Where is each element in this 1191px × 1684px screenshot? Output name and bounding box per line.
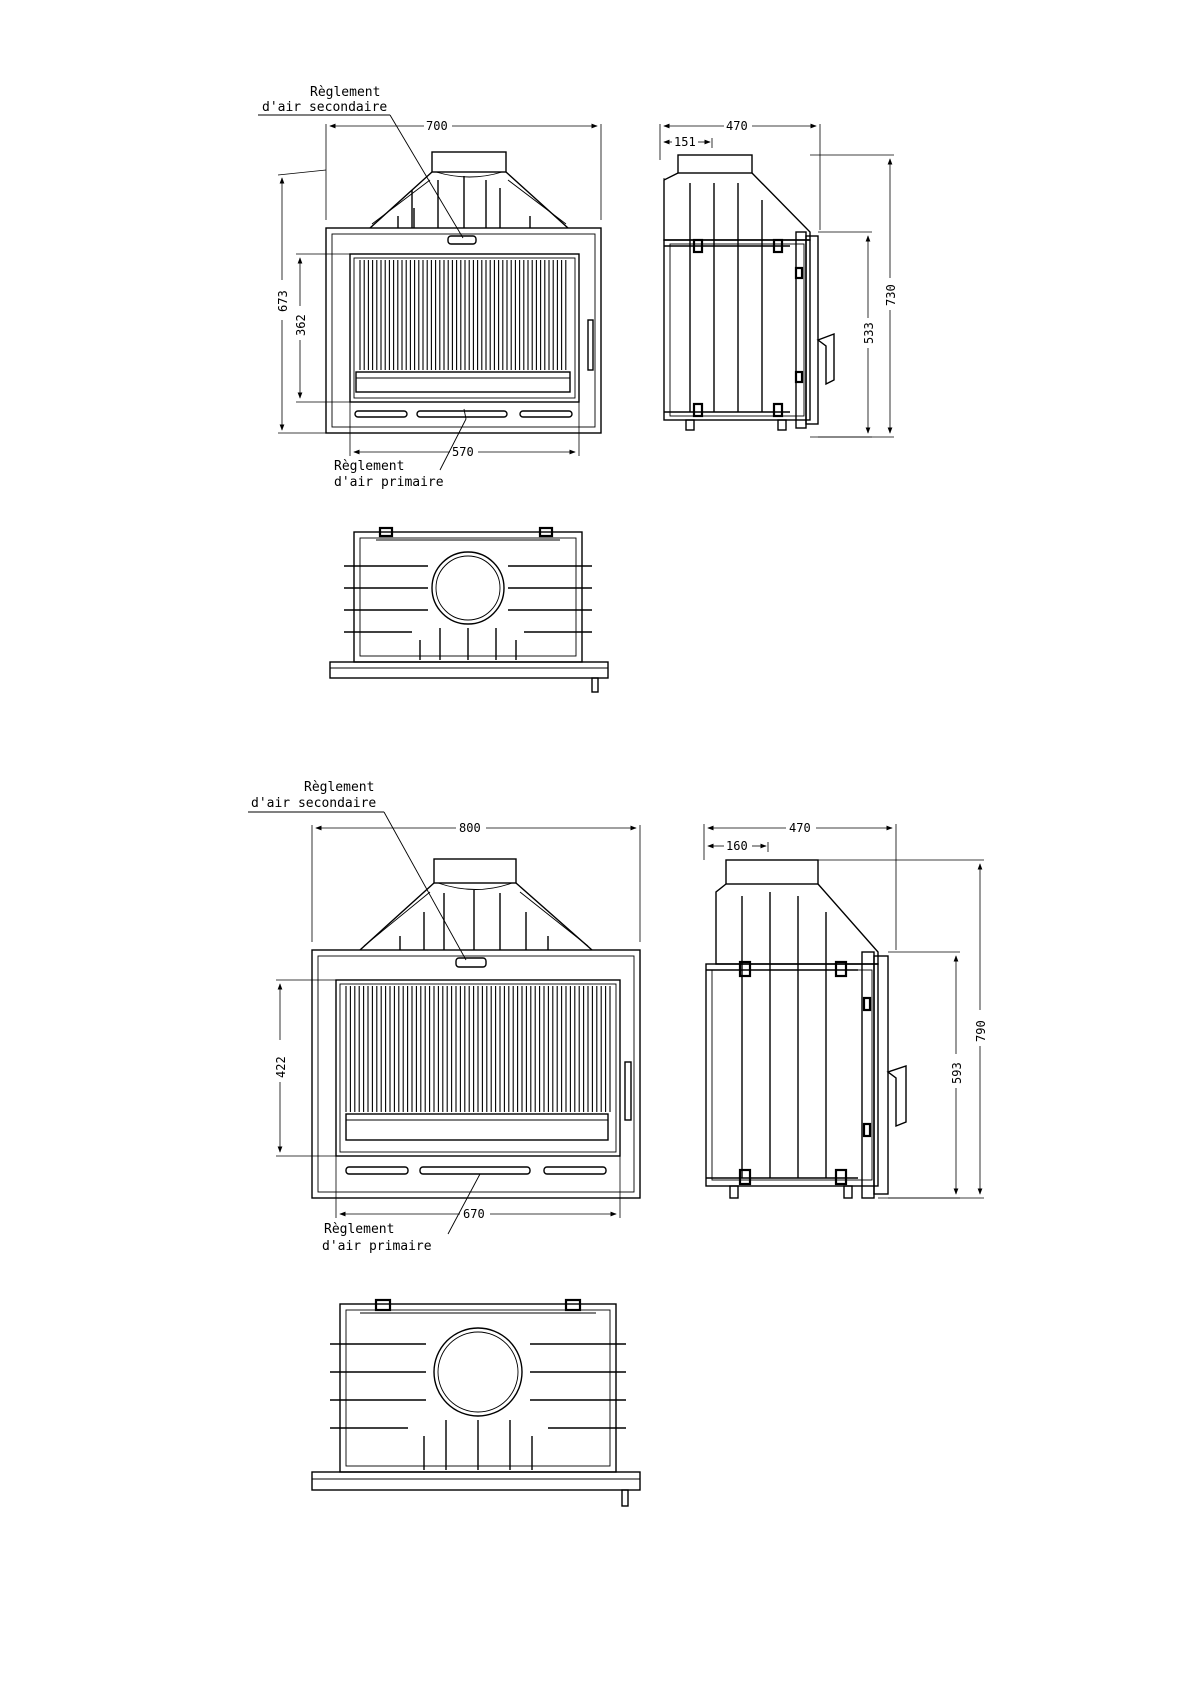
drawing1-label-primary-2: d'air primaire bbox=[334, 475, 444, 490]
drawing2-dim-collar: 160 bbox=[726, 839, 748, 853]
drawing1-dim-collar: 151 bbox=[674, 135, 696, 149]
drawing1-dim-width: 700 bbox=[426, 119, 448, 133]
drawing1-dim-side-door: 533 bbox=[862, 322, 876, 344]
drawing1-label-secondary-1: Règlement bbox=[310, 85, 381, 100]
drawing1-label-secondary-2: d'air secondaire bbox=[262, 100, 388, 115]
drawing1-dim-height: 673 bbox=[276, 290, 290, 312]
drawing2-side-view bbox=[704, 821, 988, 1198]
drawing2-dim-side-door: 593 bbox=[950, 1062, 964, 1084]
drawing2-label-secondary-2: d'air secondaire bbox=[251, 796, 377, 811]
drawing1-side-view bbox=[660, 119, 898, 437]
drawing2-dim-glass-width: 670 bbox=[463, 1207, 485, 1221]
drawing2-dim-depth: 470 bbox=[789, 821, 811, 835]
drawing2-top-view bbox=[312, 1300, 640, 1506]
drawing1-dim-side-height: 730 bbox=[884, 284, 898, 306]
drawing2-front-view bbox=[248, 780, 640, 1254]
drawing1-top-view bbox=[330, 528, 608, 692]
drawing1-front-view bbox=[258, 85, 601, 490]
drawing1-dim-glass-width: 570 bbox=[452, 445, 474, 459]
drawing1-dim-depth: 470 bbox=[726, 119, 748, 133]
drawing2-label-secondary-1: Règlement bbox=[304, 780, 375, 795]
drawing2-dim-width: 800 bbox=[459, 821, 481, 835]
drawing2-label-primary-2: d'air primaire bbox=[322, 1239, 432, 1254]
drawing1-dim-glass-height: 362 bbox=[294, 314, 308, 336]
drawing1-label-primary-1: Règlement bbox=[334, 459, 405, 474]
drawing2-label-primary-1: Règlement bbox=[324, 1222, 395, 1237]
drawing2-grate-bars bbox=[346, 986, 610, 1112]
drawing1-grate-bars bbox=[360, 260, 566, 370]
drawing2-dim-glass-height: 422 bbox=[274, 1056, 288, 1078]
drawing2-dim-side-height: 790 bbox=[974, 1020, 988, 1042]
